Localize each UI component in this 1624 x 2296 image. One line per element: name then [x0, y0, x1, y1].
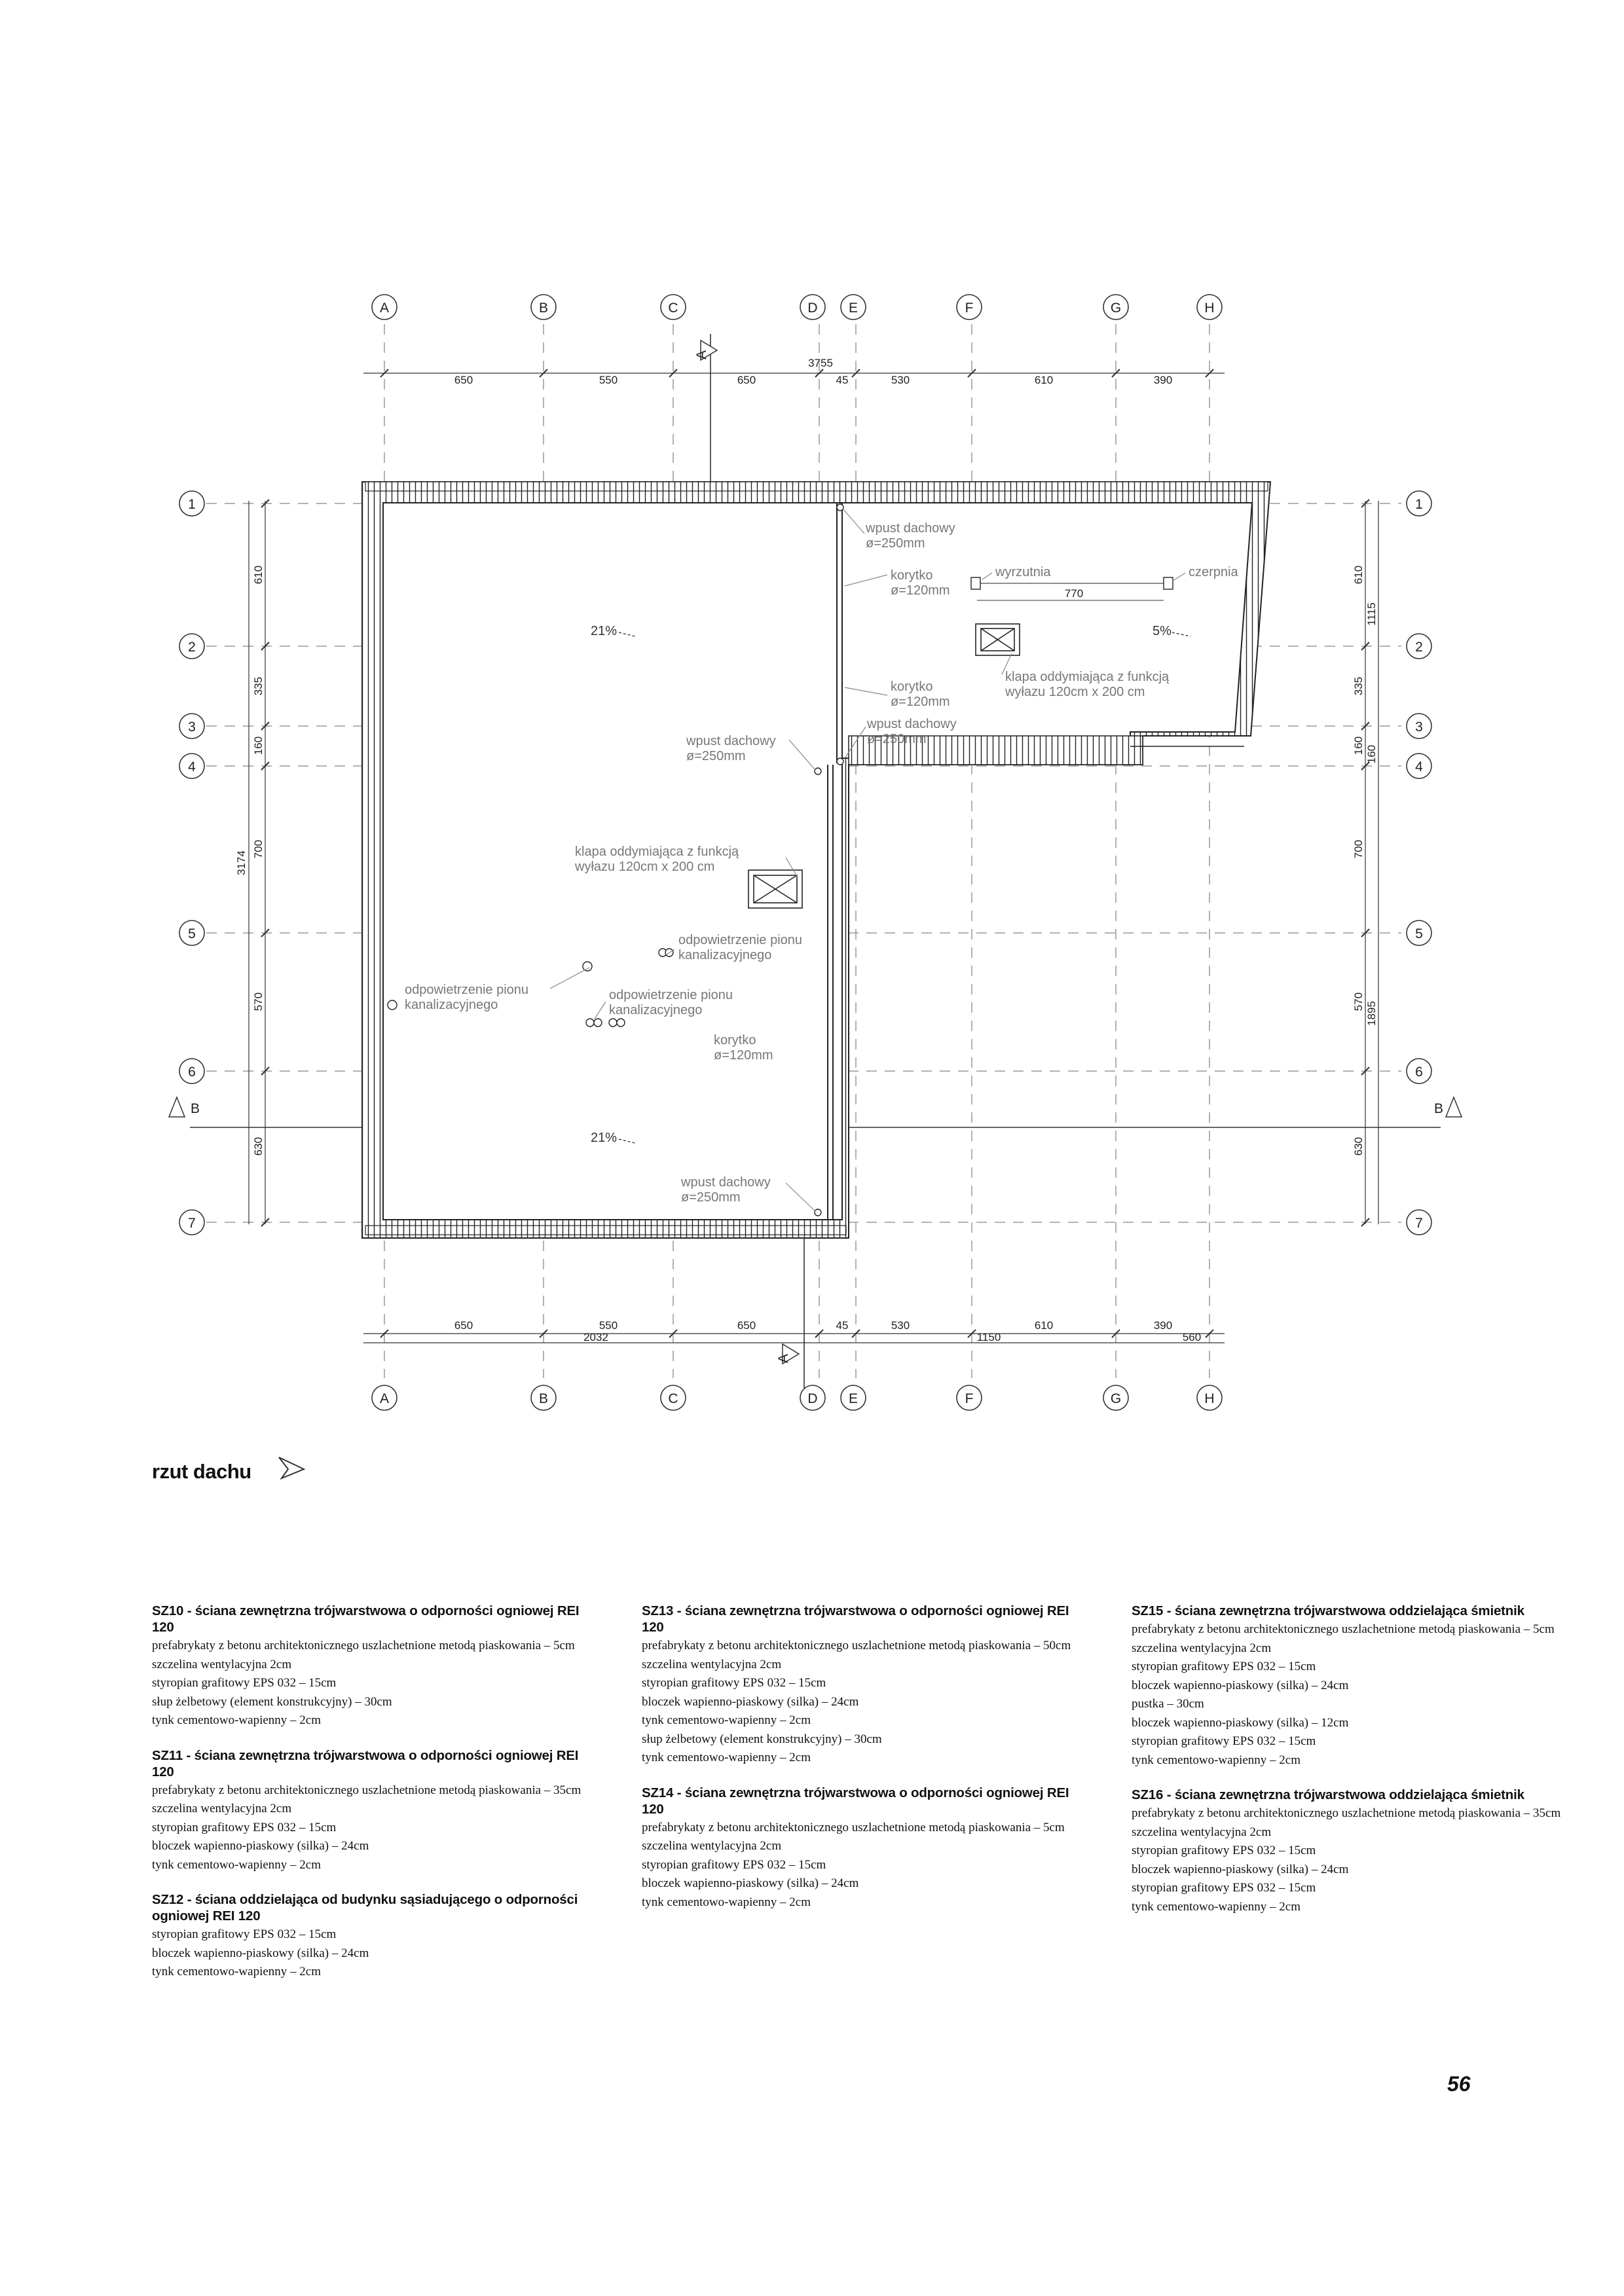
spec-heading: SZ16 - ściana zewnętrzna trójwarstwowa oddzielająca śmietnik — [1132, 1787, 1524, 1802]
building-walls — [362, 482, 1270, 1238]
dim-label: 390 — [1153, 1319, 1173, 1332]
dim-label: 160 — [1352, 736, 1365, 756]
section-a-label: A — [776, 1353, 791, 1364]
dim-label: 530 — [891, 1319, 910, 1332]
annotation: ø=250mm — [686, 749, 746, 763]
annotation: wyrzutnia — [995, 565, 1051, 579]
row-axis-label: 2 — [188, 640, 196, 655]
dim-label: 530 — [891, 374, 910, 386]
spec-line: tynk cementowo-wapienny – 2cm — [642, 1751, 811, 1764]
col-axis-label: G — [1110, 1391, 1122, 1406]
spec-heading: SZ11 - ściana zewnętrzna trójwarstwowa o odporności ogniowej REI 120 — [152, 1747, 579, 1779]
spec-line: prefabrykaty z betonu architektonicznego uszlachetnione metodą piaskowania – 5cm — [1132, 1622, 1555, 1636]
col-axis-label: E — [848, 1391, 858, 1406]
spec-line: styropian grafitowy EPS 032 – 15cm — [152, 1820, 337, 1834]
dim-label: 630 — [252, 1137, 265, 1156]
annotation: wpust dachowy — [867, 717, 957, 731]
annotation: odpowietrzenie pionu — [609, 988, 733, 1002]
row-axis-label: 5 — [188, 926, 196, 941]
page-number: 56 — [1447, 2072, 1471, 2096]
specs-column-3 — [1132, 1603, 1577, 1933]
row-axis-label: 6 — [188, 1065, 196, 1080]
spec-line: bloczek wapienno-piaskowy (silka) – 12cm — [1132, 1715, 1349, 1730]
col-axis-label: B — [538, 301, 549, 316]
dim-label: 630 — [1352, 1137, 1365, 1156]
dim-label: 570 — [1352, 992, 1365, 1011]
dim-label: 650 — [454, 1319, 473, 1332]
dim-label: 45 — [836, 374, 849, 386]
drawing-title: rzut dachu — [152, 1460, 251, 1483]
dim-label: 550 — [599, 1319, 618, 1332]
row-axis-label: 1 — [1415, 497, 1423, 512]
spec-line: styropian grafitowy EPS 032 – 15cm — [1132, 1881, 1316, 1895]
annotation: odpowietrzenie pionu — [678, 933, 803, 947]
spec-line: styropian grafitowy EPS 032 – 15cm — [642, 1676, 826, 1690]
dim-total-right: 1895 — [1365, 1001, 1378, 1026]
dim-total-right: 160 — [1365, 744, 1378, 764]
annotation: klapa oddymiająca z funkcją — [1005, 670, 1170, 684]
annotation: wyłazu 120cm x 200 cm — [575, 860, 715, 874]
spec-line: szczelina wentylacyjna 2cm — [1132, 1825, 1272, 1839]
spec-line: styropian grafitowy EPS 032 – 15cm — [1132, 1660, 1316, 1673]
dim-label: 610 — [252, 565, 265, 585]
annotation: korytko — [714, 1033, 756, 1048]
col-axis-label: D — [807, 301, 818, 316]
annotation: kanalizacyjnego — [405, 998, 498, 1012]
spec-line: bloczek wapienno-piaskowy (silka) – 24cm — [1132, 1862, 1349, 1876]
spec-item — [642, 1603, 1087, 1768]
dim-label: 650 — [737, 374, 756, 386]
row-axis-label: 3 — [1415, 720, 1423, 735]
row-axis-label: 4 — [188, 759, 196, 774]
spec-line: styropian grafitowy EPS 032 – 15cm — [1132, 1844, 1316, 1857]
row-axis-label: 7 — [188, 1216, 196, 1231]
annotation: wpust dachowy — [866, 521, 955, 536]
annotation: ø=120mm — [891, 695, 950, 709]
spec-line: tynk cementowo-wapienny – 2cm — [1132, 1899, 1301, 1914]
dim-label: 570 — [252, 992, 265, 1011]
spec-line: szczelina wentylacyjna 2cm — [642, 1839, 782, 1853]
col-axis-label: A — [379, 1391, 390, 1406]
spec-item — [1132, 1603, 1577, 1770]
spec-line: bloczek wapienno-piaskowy (silka) – 24cm — [642, 1876, 859, 1890]
spec-line: tynk cementowo-wapienny – 2cm — [1132, 1753, 1301, 1767]
spec-item — [152, 1603, 597, 1730]
spec-line: słup żelbetowy (element konstrukcyjny) – 30cm — [152, 1694, 392, 1709]
col-axis-label: C — [668, 301, 678, 316]
smoke-hatch-2 — [748, 870, 802, 908]
dim-label: 650 — [454, 374, 473, 386]
spec-item — [152, 1747, 597, 1875]
spec-item — [152, 1891, 597, 1982]
spec-line: tynk cementowo-wapienny – 2cm — [152, 1713, 322, 1727]
spec-line: szczelina wentylacyjna 2cm — [642, 1657, 782, 1671]
col-axis-label: A — [379, 301, 390, 316]
dim-label: 770 — [1064, 587, 1084, 600]
col-axis-label: F — [965, 1391, 974, 1406]
spec-line: tynk cementowo-wapienny – 2cm — [152, 1965, 322, 1978]
dim-total-bottom: 2032 — [583, 1331, 608, 1343]
spec-heading: SZ10 - ściana zewnętrzna trójwarstwowa o odporności ogniowej REI 120 — [152, 1603, 580, 1635]
dim-label: 650 — [737, 1319, 756, 1332]
annotation: korytko — [891, 568, 933, 583]
row-axis-label: 6 — [1415, 1065, 1423, 1080]
spec-line: styropian grafitowy EPS 032 – 15cm — [642, 1857, 826, 1872]
col-axis-label: F — [965, 301, 974, 316]
col-axis-label: D — [807, 1391, 818, 1406]
spec-line: prefabrykaty z betonu architektonicznego uszlachetnione metodą piaskowania – 35cm — [1132, 1806, 1561, 1820]
spec-line: prefabrykaty z betonu architektonicznego uszlachetnione metodą piaskowania – 35cm — [152, 1783, 581, 1797]
col-axis-label: C — [668, 1391, 678, 1406]
dim-label: 390 — [1153, 374, 1173, 386]
spec-line: tynk cementowo-wapienny – 2cm — [642, 1713, 811, 1727]
col-axis-label: E — [848, 301, 858, 316]
dim-total-left: 3174 — [235, 850, 248, 875]
spec-heading: SZ15 - ściana zewnętrzna trójwarstwowa oddzielająca śmietnik — [1132, 1603, 1524, 1618]
spec-line: szczelina wentylacyjna 2cm — [152, 1802, 292, 1815]
dim-label: 335 — [1352, 676, 1365, 696]
spec-line: bloczek wapienno-piaskowy (silka) – 24cm — [152, 1839, 369, 1853]
spec-line: styropian grafitowy EPS 032 – 15cm — [152, 1676, 337, 1690]
section-b-label: B — [1433, 1101, 1444, 1116]
dim-label: 610 — [1034, 374, 1054, 386]
north-arrow-icon — [276, 1455, 306, 1481]
spec-line: pustka – 30cm — [1132, 1697, 1204, 1711]
spec-heading: SZ13 - ściana zewnętrzna trójwarstwowa o odporności ogniowej REI 120 — [642, 1603, 1069, 1635]
row-axis-label: 5 — [1415, 926, 1423, 941]
dim-total-top: 3755 — [808, 357, 833, 369]
specs-column-1 — [152, 1603, 597, 1999]
spec-line: styropian grafitowy EPS 032 – 15cm — [1132, 1734, 1316, 1748]
row-axis-label: 7 — [1415, 1216, 1423, 1231]
col-axis-label: H — [1204, 1391, 1215, 1406]
smoke-hatch-1 — [976, 624, 1020, 655]
spec-line: bloczek wapienno-piaskowy (silka) – 24cm — [1132, 1678, 1349, 1692]
annotation: czerpnia — [1189, 565, 1238, 579]
dim-label: 700 — [1352, 839, 1365, 859]
dim-total-right: 1115 — [1365, 602, 1378, 626]
dim-total-bottom: 1150 — [976, 1331, 1001, 1343]
dim-label: 160 — [252, 736, 265, 756]
dim-label: 45 — [836, 1319, 849, 1332]
annotation: ø=250mm — [681, 1190, 741, 1205]
spec-line: tynk cementowo-wapienny – 2cm — [642, 1895, 811, 1909]
spec-line: bloczek wapienno-piaskowy (silka) – 24cm — [152, 1946, 369, 1960]
row-axis-label: 1 — [188, 497, 196, 512]
col-axis-label: H — [1204, 301, 1215, 316]
spec-item — [642, 1785, 1087, 1912]
dim-label: 610 — [1034, 1319, 1054, 1332]
annotation: ø=120mm — [714, 1048, 773, 1063]
dim-label: 610 — [1352, 565, 1365, 585]
col-axis-label: G — [1110, 301, 1122, 316]
dim-label: 335 — [252, 676, 265, 696]
spec-line: tynk cementowo-wapienny – 2cm — [152, 1857, 322, 1872]
slope-label: 21% — [591, 1131, 618, 1145]
annotation: wpust dachowy — [681, 1175, 771, 1190]
annotation: wpust dachowy — [686, 734, 776, 748]
dim-label: 550 — [599, 374, 618, 386]
annotation: wyłazu 120cm x 200 cm — [1005, 685, 1145, 699]
row-axis-label: 4 — [1415, 759, 1423, 774]
col-axis-label: B — [538, 1391, 549, 1406]
spec-line: szczelina wentylacyjna 2cm — [152, 1657, 292, 1671]
slope-label: 21% — [591, 624, 618, 638]
dim-total-bottom: 560 — [1182, 1331, 1202, 1343]
annotation: ø=250mm — [866, 536, 925, 551]
annotation: odpowietrzenie pionu — [405, 983, 529, 997]
spec-line: styropian grafitowy EPS 032 – 15cm — [152, 1927, 337, 1941]
spec-line: bloczek wapienno-piaskowy (silka) – 24cm — [642, 1694, 859, 1709]
annotation: ø=250mm — [867, 732, 927, 746]
slope-label: 5% — [1153, 624, 1172, 638]
annotation: klapa oddymiająca z funkcją — [575, 845, 739, 859]
row-axis-label: 3 — [188, 720, 196, 735]
spec-item — [1132, 1787, 1577, 1916]
spec-heading: SZ14 - ściana zewnętrzna trójwarstwowa o odporności ogniowej REI 120 — [642, 1785, 1069, 1817]
dim-label: 700 — [252, 839, 265, 859]
spec-line: słup żelbetowy (element konstrukcyjny) – 30cm — [642, 1732, 882, 1746]
spec-line: prefabrykaty z betonu architektonicznego uszlachetnione metodą piaskowania – 50cm — [642, 1639, 1071, 1652]
annotation: kanalizacyjnego — [609, 1003, 703, 1017]
annotation: korytko — [891, 680, 933, 694]
annotation: kanalizacyjnego — [678, 948, 772, 962]
specs-column-2 — [642, 1603, 1087, 1929]
annotation: ø=120mm — [891, 583, 950, 598]
section-b-label: B — [190, 1101, 200, 1116]
section-a-label: A — [694, 350, 709, 360]
spec-line: prefabrykaty z betonu architektonicznego uszlachetnione metodą piaskowania – 5cm — [642, 1820, 1065, 1834]
spec-line: prefabrykaty z betonu architektonicznego uszlachetnione metodą piaskowania – 5cm — [152, 1639, 575, 1652]
spec-heading: SZ12 - ściana oddzielająca od budynku sąsiadującego o odporności ogniowej REI 120 — [152, 1892, 578, 1923]
row-axis-label: 2 — [1415, 640, 1423, 655]
spec-line: szczelina wentylacyjna 2cm — [1132, 1641, 1272, 1655]
